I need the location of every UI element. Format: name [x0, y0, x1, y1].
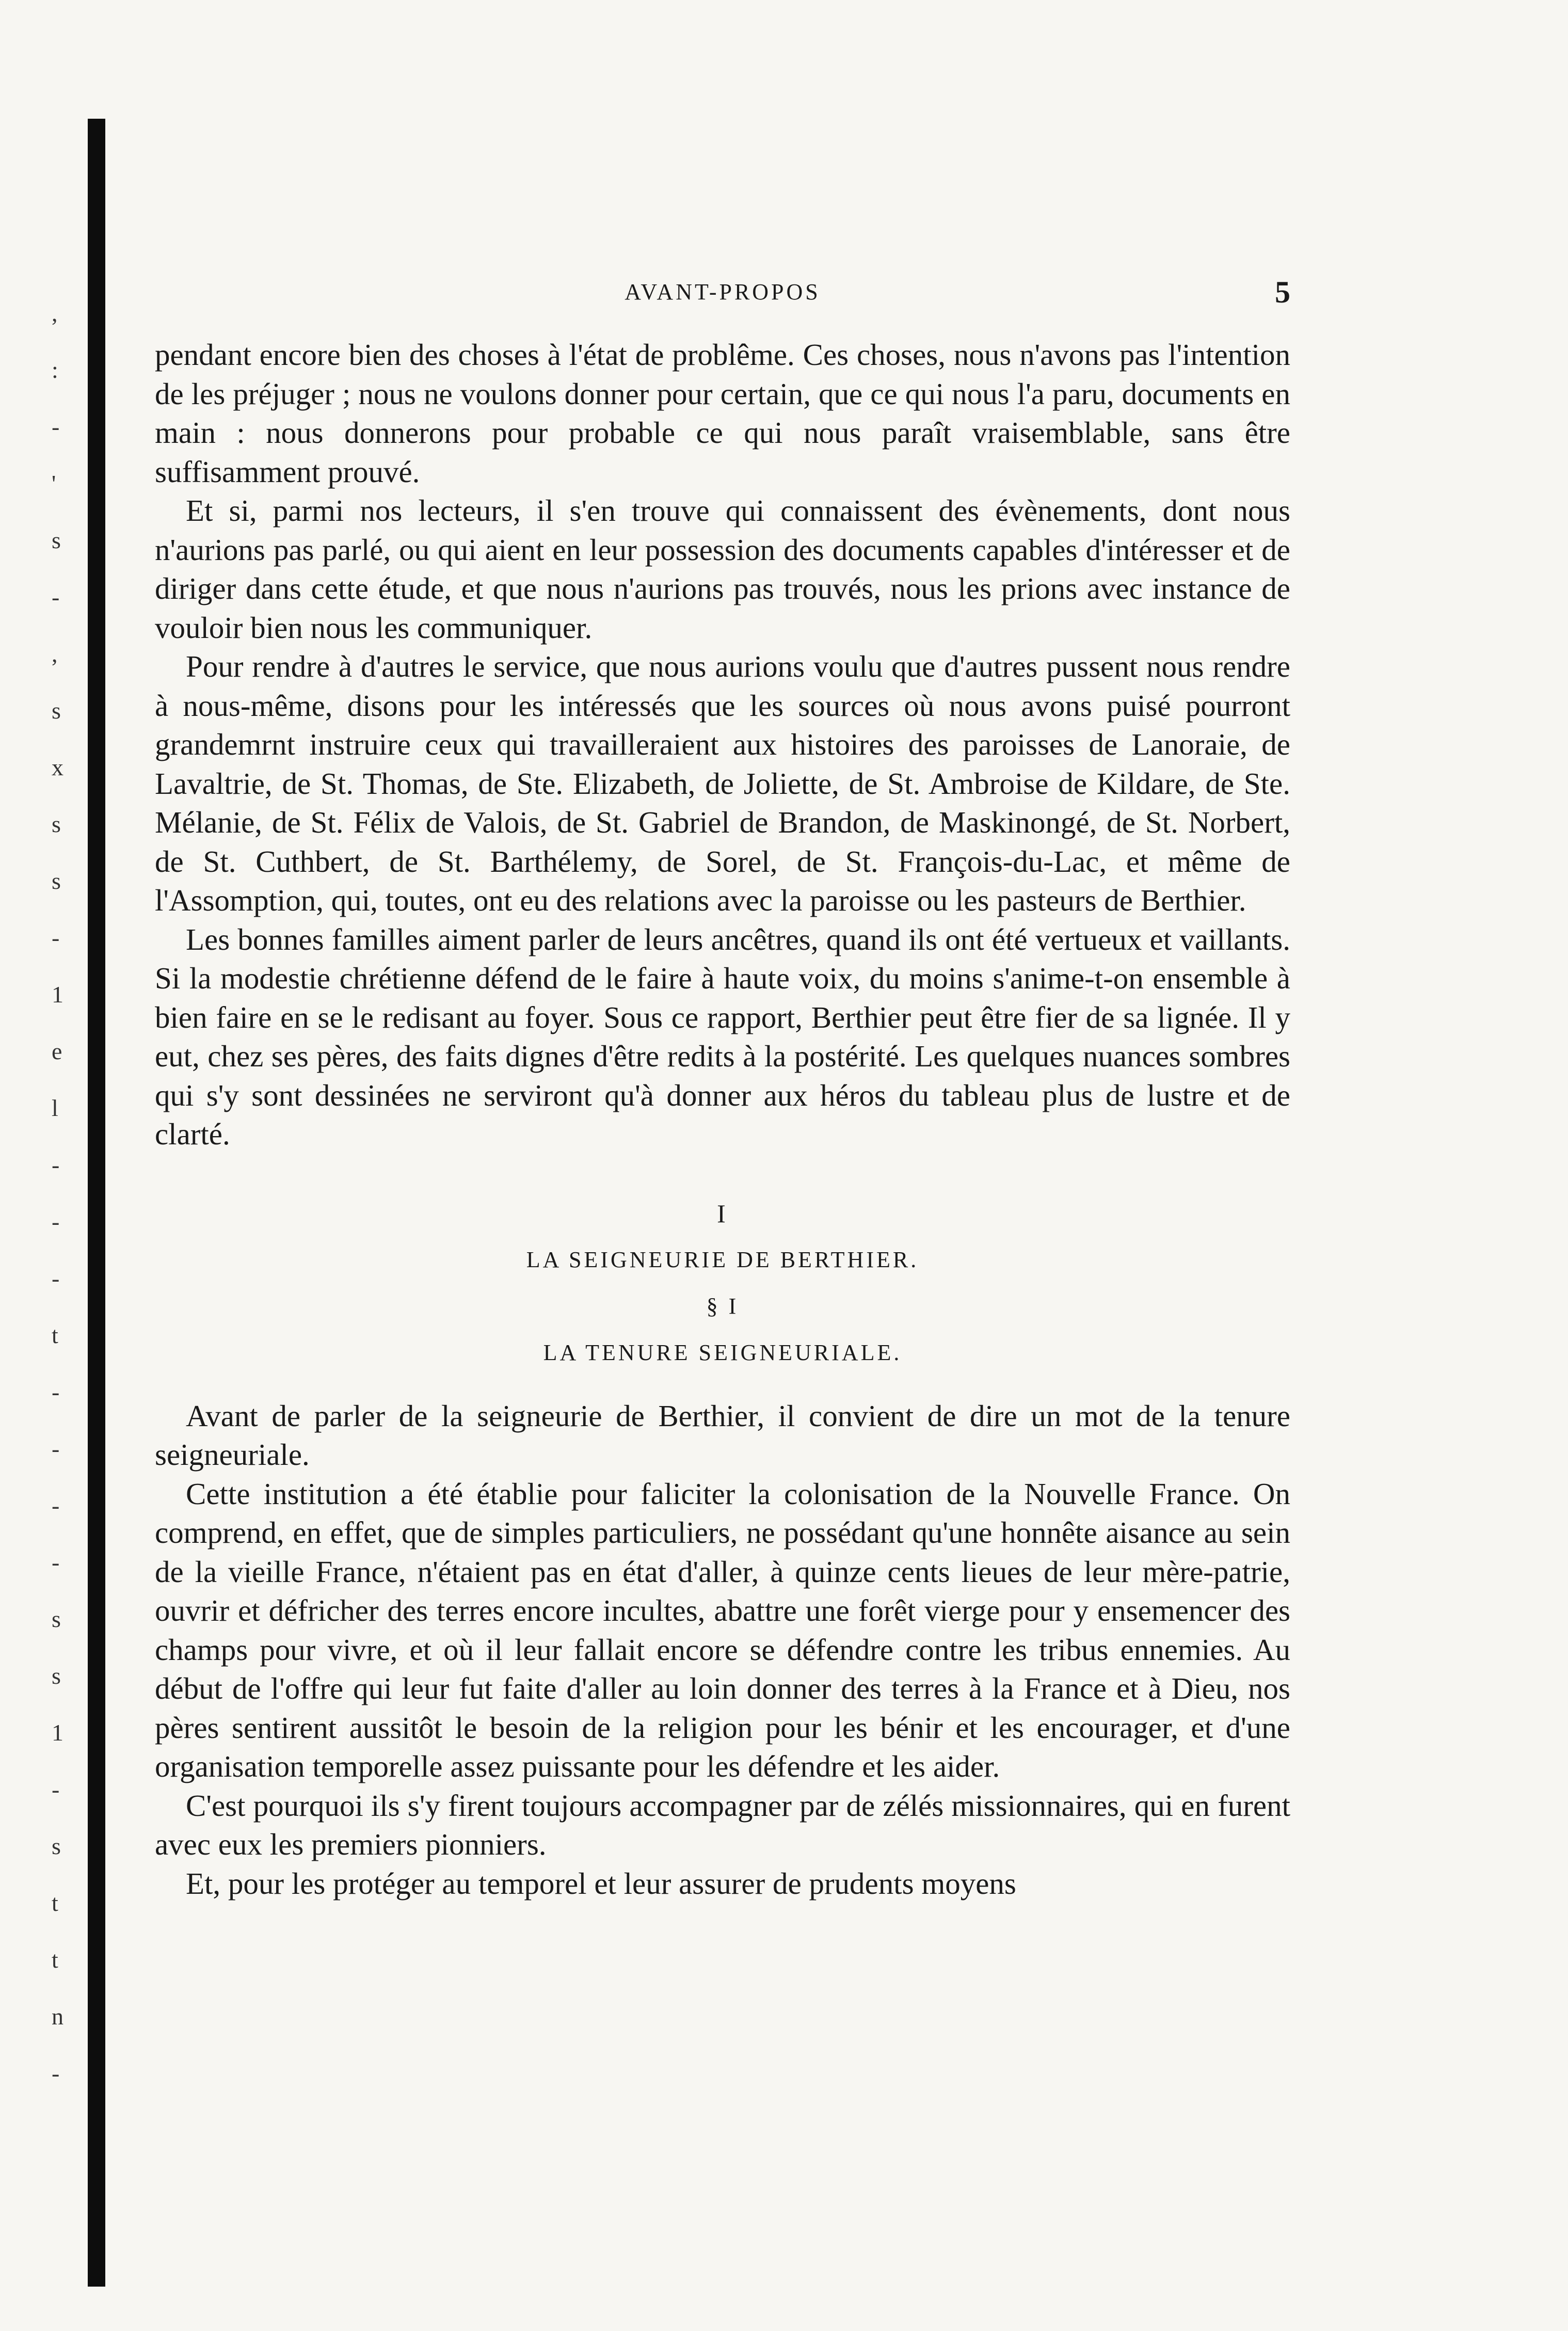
margin-mark: l — [52, 1095, 58, 1121]
margin-mark: e — [52, 1038, 62, 1064]
margin-mark: - — [52, 1435, 60, 1462]
margin-mark: - — [52, 1265, 60, 1291]
margin-mark: - — [52, 1152, 60, 1178]
margin-mark: - — [52, 924, 60, 951]
facing-page-margin-marks — [0, 299, 83, 2158]
margin-mark: s — [52, 1833, 61, 1859]
margin-mark: , — [52, 641, 58, 667]
margin-mark: s — [52, 697, 61, 724]
margin-mark: x — [52, 754, 63, 780]
margin-mark: - — [52, 413, 60, 440]
margin-mark: 1 — [52, 981, 63, 1008]
paragraph: Cette institution a été établie pour faliciter la colonisation de la Nouvelle France. On comprend, en effet, que de simples particuliers, ne possédant qu'une honnête aisance au sein de la vieille France, n'étaient pas en état d'aller, à quinze cents lieues de leur mère-patrie, ouvrir et défricher des terres encore incultes, abattre une forêt vierge pour y ensemencer des champs pour vivre, et où il leur fallait encore se défendre contre les tribus ennemies. Au début de l'offre qui leur fut faite d'aller au loin donner des terres à la France et à Dieu, nos pères sentirent aussitôt le besoin de la religion pour les bénir et les encourager, et d'une organisation temporelle assez puissante pour les défendre et les aider. — [155, 1476, 1290, 1783]
margin-mark: s — [52, 868, 61, 894]
paragraph: Et si, parmi nos lecteurs, il s'en trouve qui connaissent des évènements, dont nous n'aurions pas parlé, ou qui aient en leur possession des documents capables d'intéresser et de diriger dans cette étude, et que nous n'aurions pas trouvés, nous les prions avec instance de vouloir bien nous les communiquer. — [155, 493, 1290, 645]
margin-mark: t — [52, 1322, 58, 1348]
running-head — [155, 275, 1290, 336]
margin-mark: - — [52, 584, 60, 610]
margin-mark: n — [52, 2003, 63, 2030]
subsection-mark: § I — [706, 1293, 739, 1319]
book-binding-edge — [88, 119, 105, 2287]
margin-mark: t — [52, 1890, 58, 1916]
running-title: AVANT-PROPOS — [625, 279, 821, 305]
margin-mark: - — [52, 1379, 60, 1405]
margin-mark: ' — [52, 470, 56, 497]
section-numeral: I — [717, 1199, 728, 1228]
paragraph: pendant encore bien des choses à l'état de problême. Ces choses, nous n'avons pas l'intention de les préjuger ; nous ne voulons donner pour certain, que ce qui nous l'a paru, documents en main : nous donnerons pour probable ce qui nous paraît vraisemblable, sans être suffisamment prouvé. — [155, 338, 1290, 489]
margin-mark: - — [52, 1549, 60, 1575]
margin-mark: : — [52, 357, 58, 383]
paragraph: Les bonnes familles aiment parler de leurs ancêtres, quand ils ont été vertueux et vaillants. Si la modestie chrétienne défend de le faire à haute voix, du moins s'anime-t-on ensemble à bien faire en se le redisant au foyer. Sous ce rapport, Berthier peut être fier de sa lignée. Il y eut, chez ses pères, des faits dignes d'être redits à la postérité. Les quelques nuances sombres qui s'y sont dessinées ne serviront qu'à donner aux héros du tableau plus de lustre et de clarté. — [155, 922, 1290, 1151]
paragraph: Avant de parler de la seigneurie de Berthier, il convient de dire un mot de la tenure seigneuriale. — [155, 1398, 1290, 1472]
margin-mark: - — [52, 1492, 60, 1519]
book-page — [155, 275, 1290, 1903]
section-heading — [155, 1190, 1290, 1376]
margin-mark: s — [52, 1663, 61, 1689]
margin-mark: s — [52, 811, 61, 837]
margin-mark: t — [52, 1946, 58, 1973]
margin-mark: - — [52, 1776, 60, 1802]
paragraph: Pour rendre à d'autres le service, que nous aurions voulu que d'autres pussent nous rendre à nous-même, disons pour les intéressés que les sources où nous avons puisé pourront grandemrnt instruire ceux qui travailleraient aux histoires des paroisses de Lanoraie, de Lavaltrie, de St. Thomas, de Ste. Elizabeth, de Joliette, de St. Ambroise de Kildare, de Ste. Mélanie, de St. Félix de Valois, de St. Gabriel de Brandon, de Maskinongé, de St. Norbert, de St. Cuthbert, de St. Barthélemy, de Sorel, de St. François-du-Lac, et même de l'Assomption, qui, toutes, ont eu des relations avec la paroisse ou les pasteurs de Berthier. — [155, 649, 1290, 917]
margin-mark: 1 — [52, 1719, 63, 1746]
subsection-title: LA TENURE SEIGNEURIALE. — [543, 1339, 902, 1365]
margin-mark: - — [52, 2060, 60, 2086]
margin-mark: s — [52, 527, 61, 553]
paragraph: Et, pour les protéger au temporel et leur assurer de prudents moyens — [186, 1866, 1016, 1901]
margin-mark: , — [52, 300, 58, 326]
margin-mark: - — [52, 1208, 60, 1235]
margin-mark: s — [52, 1606, 61, 1632]
section-title: LA SEIGNEURIE DE BERTHIER. — [526, 1247, 919, 1272]
paragraph: C'est pourquoi ils s'y firent toujours accompagner par de zélés missionnaires, qui en furent avec eux les premiers pionniers. — [155, 1788, 1290, 1861]
page-number: 5 — [1275, 275, 1290, 309]
